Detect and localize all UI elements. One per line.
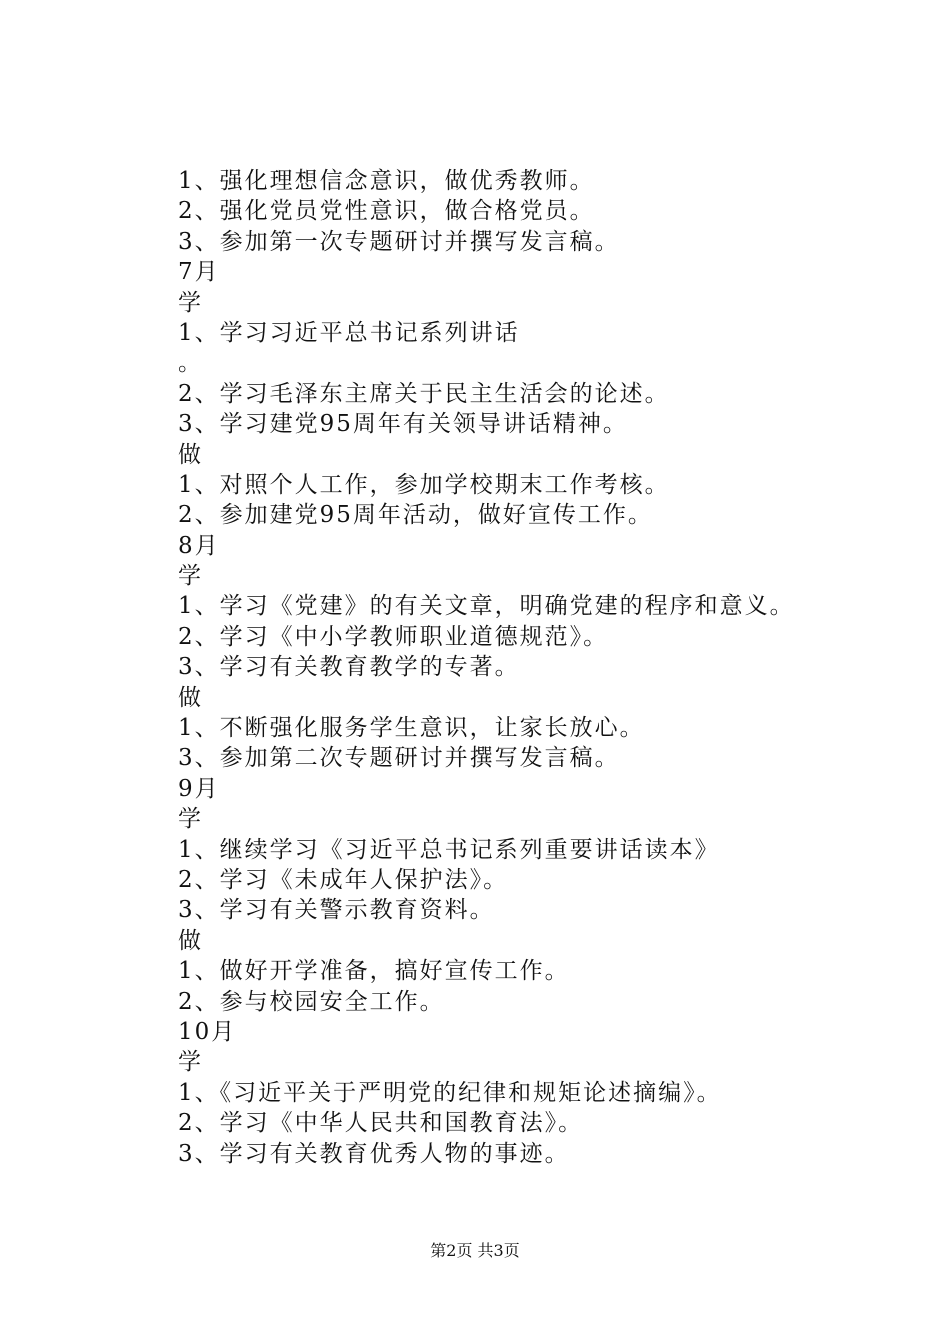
text-line: 做 [178, 441, 203, 468]
page-footer: 第2页 共3页 [430, 1241, 520, 1260]
text-line: 2、学习《中华人民共和国教育法》。 [178, 1110, 584, 1137]
text-line: 1、不断强化服务学生意识，让家长放心。 [178, 715, 645, 742]
text-line: 3、学习建党95周年有关领导讲话精神。 [178, 411, 628, 438]
text-line: 1、做好开学准备，搞好宣传工作。 [178, 958, 570, 985]
text-line: 3、参加第二次专题研讨并撰写发言稿。 [178, 745, 620, 772]
text-line: 1、继续学习《习近平总书记系列重要讲话读本》 [178, 836, 720, 863]
text-line: 学 [178, 806, 203, 833]
text-line: 学 [178, 563, 203, 590]
text-line: 9月 [178, 775, 220, 802]
text-line: 3、学习有关警示教育资料。 [178, 897, 495, 924]
text-line: 3、学习有关教育教学的专著。 [178, 654, 520, 681]
text-line: 1、学习《党建》的有关文章，明确党建的程序和意义。 [178, 593, 795, 620]
text-line: 3、参加第一次专题研讨并撰写发言稿。 [178, 228, 620, 255]
text-line: 1、《习近平关于严明党的纪律和规矩论述摘编》。 [178, 1079, 722, 1106]
text-line: 2、强化党员党性意识，做合格党员。 [178, 198, 595, 225]
text-line: 8月 [178, 532, 220, 559]
text-line: 10月 [178, 1018, 237, 1045]
text-line: 1、对照个人工作，参加学校期末工作考核。 [178, 471, 670, 498]
text-line: 2、参加建党95周年活动，做好宣传工作。 [178, 502, 653, 529]
text-line: 1、强化理想信念意识，做优秀教师。 [178, 168, 595, 194]
text-line: 2、参与校园安全工作。 [178, 988, 445, 1015]
text-line: 做 [178, 684, 203, 711]
text-line: 7月 [178, 259, 220, 286]
text-line: 。 [178, 350, 203, 377]
text-line: 1、学习习近平总书记系列讲话 [178, 319, 520, 346]
text-line: 2、学习《未成年人保护法》。 [178, 866, 509, 893]
text-line: 做 [178, 927, 203, 954]
text-line: 2、学习毛泽东主席关于民主生活会的论述。 [178, 380, 670, 407]
text-line: 3、学习有关教育优秀人物的事迹。 [178, 1140, 570, 1167]
text-line: 学 [178, 289, 203, 316]
text-line: 学 [178, 1049, 203, 1076]
text-line: 2、学习《中小学教师职业道德规范》。 [178, 623, 609, 650]
document-body [178, 166, 878, 1169]
